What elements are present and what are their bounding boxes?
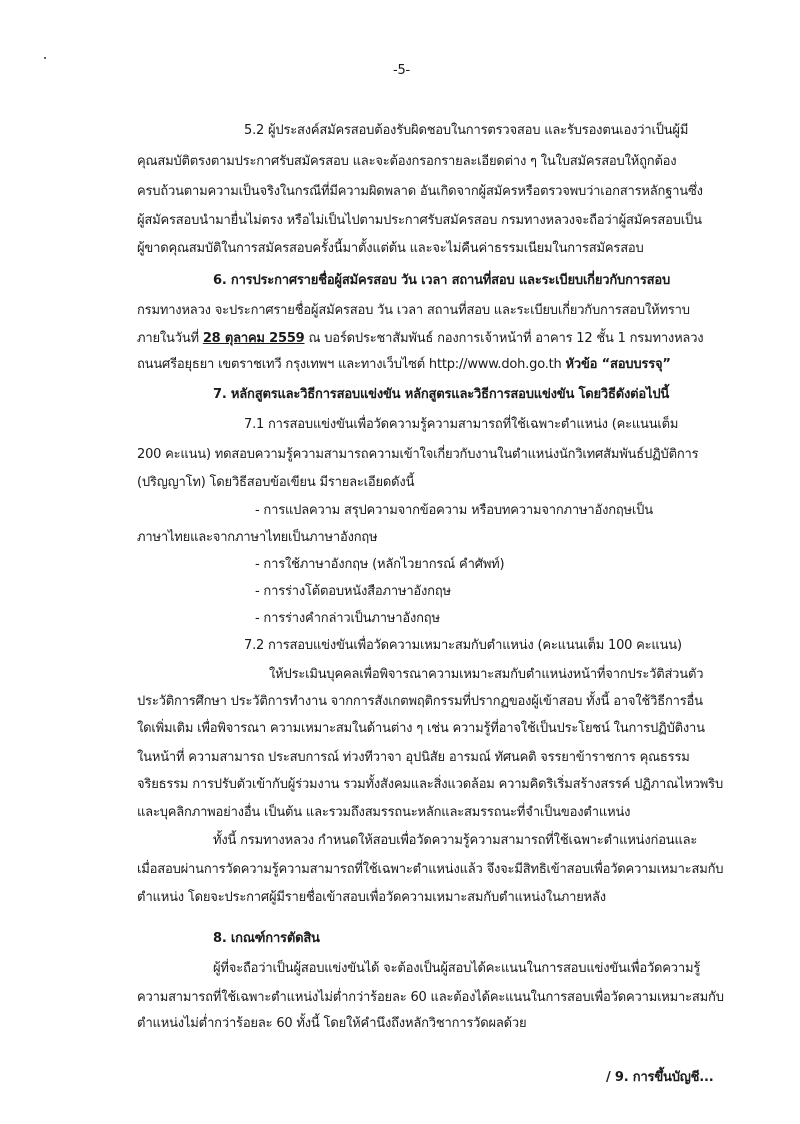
sec5-2-line5: ผู้ขาดคุณสมบัติในการสมัครสอบครั้งนี้มาตั้งแต่ต้น และจะไม่คืนค่าธรรมเนียมในการสมัครสอบ [137, 241, 644, 256]
sec7-note-line2: เมื่อสอบผ่านการวัดความรู้ความสามารถที่ใช้เฉพาะตำแหน่งแล้ว จึงจะมีสิทธิเข้าสอบเพื่อวัดความเหมาะสมกับ [137, 862, 724, 877]
sec7-2-line4: ใดเพิ่มเติม เพื่อพิจารณา ความเหมาะสมในด้านต่าง ๆ เช่น ความรู้ที่อาจใช้เป็นประโยชน์ ในการปฏิบัติงาน [137, 721, 705, 736]
sec5-2-line2: คุณสมบัติตรงตามประกาศรับสมัครสอบ และจะต้องกรอกรายละเอียดต่าง ๆ ในใบสมัครสอบให้ถูกต้อง [137, 154, 677, 169]
sec8-line1: ผู้ที่จะถือว่าเป็นผู้สอบแข่งขันได้ จะต้องเป็นผู้สอบได้คะแนนในการสอบแข่งขันเพื่อวัดความรู้ [213, 961, 701, 976]
sec6-line3 [137, 356, 671, 374]
sec7-1-line3: (ปริญญาโท) โดยวิธีสอบข้อเขียน มีรายละเอียดดังนี้ [137, 475, 415, 490]
bullet-english-usage: - การใช้ภาษาอังกฤษ (หลักไวยากรณ์ คำศัพท์) [255, 557, 505, 572]
scan-speck [44, 57, 46, 59]
continuation-marker: / 9. การขึ้นบัญชี... [606, 1070, 714, 1085]
bullet-speech-drafting: - การร่างคำกล่าวเป็นภาษาอังกฤษ [255, 611, 440, 626]
sec6-heading: 6. การประกาศรายชื่อผู้สมัครสอบ วัน เวลา สถานที่สอบ และระเบียบเกี่ยวกับการสอบ [213, 273, 671, 288]
sec8-line3: ตำแหน่งไม่ต่ำกว่าร้อยละ 60 ทั้งนี้ โดยให้คำนึงถึงหลักวิชาการวัดผลด้วย [137, 1016, 527, 1031]
sec6-line3-pre: ถนนศรีอยุธยา เขตราชเทวี กรุงเทพฯ และทางเว็บไซต์ http://www.doh.go.th [137, 357, 566, 372]
sec7-2-line5: ในหน้าที่ ความสามารถ ประสบการณ์ ท่วงทีวาจา อุปนิสัย อารมณ์ ทัศนคติ จรรยาข้าราชการ คุณธรรม [137, 750, 690, 765]
sec5-2-line1: 5.2 ผู้ประสงค์สมัครสอบต้องรับผิดชอบในการตรวจสอบ และรับรองตนเองว่าเป็นผู้มี [244, 123, 689, 138]
sec6-line3-topic: หัวข้อ “สอบบรรจุ” [565, 357, 671, 372]
sec6-line1: กรมทางหลวง จะประกาศรายชื่อผู้สมัครสอบ วัน เวลา สถานที่สอบ และระเบียบเกี่ยวกับการสอบให้ทราบ [137, 303, 690, 318]
sec7-2-line1: 7.2 การสอบแข่งขันเพื่อวัดความเหมาะสมกับตำแหน่ง (คะแนนเต็ม 100 คะแนน) [244, 638, 682, 653]
sec7-heading: 7. หลักสูตรและวิธีการสอบแข่งขัน หลักสูตรและวิธีการสอบแข่งขัน โดยวิธีดังต่อไปนี้ [213, 387, 670, 402]
sec8-line2: ความสามารถที่ใช้เฉพาะตำแหน่งไม่ต่ำกว่าร้อยละ 60 และต้องได้คะแนนในการสอบเพื่อวัดความเหมาะสมกับ [137, 990, 724, 1005]
sec5-2-line4: ผู้สมัครสอบนำมายื่นไม่ตรง หรือไม่เป็นไปตามประกาศรับสมัครสอบ กรมทางหลวงจะถือว่าผู้สมัครสอบเป็น [137, 213, 702, 228]
bullet-translation-line2: ภาษาไทยและจากภาษาไทยเป็นภาษาอังกฤษ [137, 530, 378, 545]
sec7-1-line1: 7.1 การสอบแข่งขันเพื่อวัดความรู้ความสามารถที่ใช้เฉพาะตำแหน่ง (คะแนนเต็ม [244, 417, 679, 432]
announcement-date: 28 ตุลาคม 2559 [202, 331, 305, 346]
bullet-letter-drafting: - การร่างโต้ตอบหนังสือภาษาอังกฤษ [255, 584, 451, 599]
sec7-2-line3: ประวัติการศึกษา ประวัติการทำงาน จากการสังเกตพฤติกรรมที่ปรากฏของผู้เข้าสอบ ทั้งนี้ อาจใช้วิธีการอื่น [137, 694, 703, 709]
sec6-line2 [137, 330, 703, 348]
sec6-line2-pre: ภายในวันที่ [137, 331, 203, 346]
sec7-2-line6: จริยธรรม การปรับตัวเข้ากับผู้ร่วมงาน รวมทั้งสังคมและสิ่งแวดล้อม ความคิดริเริ่มสร้างสรรค์ ปฏิภาณไหวพริบ [137, 777, 724, 792]
sec7-1-line2: 200 คะแนน) ทดสอบความรู้ความสามารถความเข้าใจเกี่ยวกับงานในตำแหน่งนักวิเทศสัมพันธ์ปฏิบัติการ [137, 447, 699, 462]
sec5-2-line3: ครบถ้วนตามความเป็นจริงในกรณีที่มีความผิดพลาด อันเกิดจากผู้สมัครหรือตรวจพบว่าเอกสารหลักฐานซึ่ง [137, 184, 703, 199]
sec7-2-line7: และบุคลิกภาพอย่างอื่น เป็นต้น และรวมถึงสมรรถนะหลักและสมรรถนะที่จำเป็นของตำแหน่ง [137, 805, 631, 820]
bullet-translation-line1: - การแปลความ สรุปความจากข้อความ หรือบทความจากภาษาอังกฤษเป็น [255, 503, 653, 518]
sec7-note-line1: ทั้งนี้ กรมทางหลวง กำหนดให้สอบเพื่อวัดความรู้ความสามารถที่ใช้เฉพาะตำแหน่งก่อนและ [213, 833, 698, 848]
sec7-2-line2: ให้ประเมินบุคคลเพื่อพิจารณาความเหมาะสมกับตำแหน่งหน้าที่จากประวัติส่วนตัว [269, 667, 704, 682]
sec7-note-line3: ตำแหน่ง โดยจะประกาศผู้มีรายชื่อเข้าสอบเพื่อวัดความเหมาะสมกับตำแหน่งในภายหลัง [137, 890, 606, 905]
page-number: -5- [393, 63, 411, 78]
sec8-heading: 8. เกณฑ์การตัดสิน [213, 931, 320, 946]
sec6-line2-post: ณ บอร์ดประชาสัมพันธ์ กองการเจ้าหน้าที่ อาคาร 12 ชั้น 1 กรมทางหลวง [304, 331, 704, 346]
